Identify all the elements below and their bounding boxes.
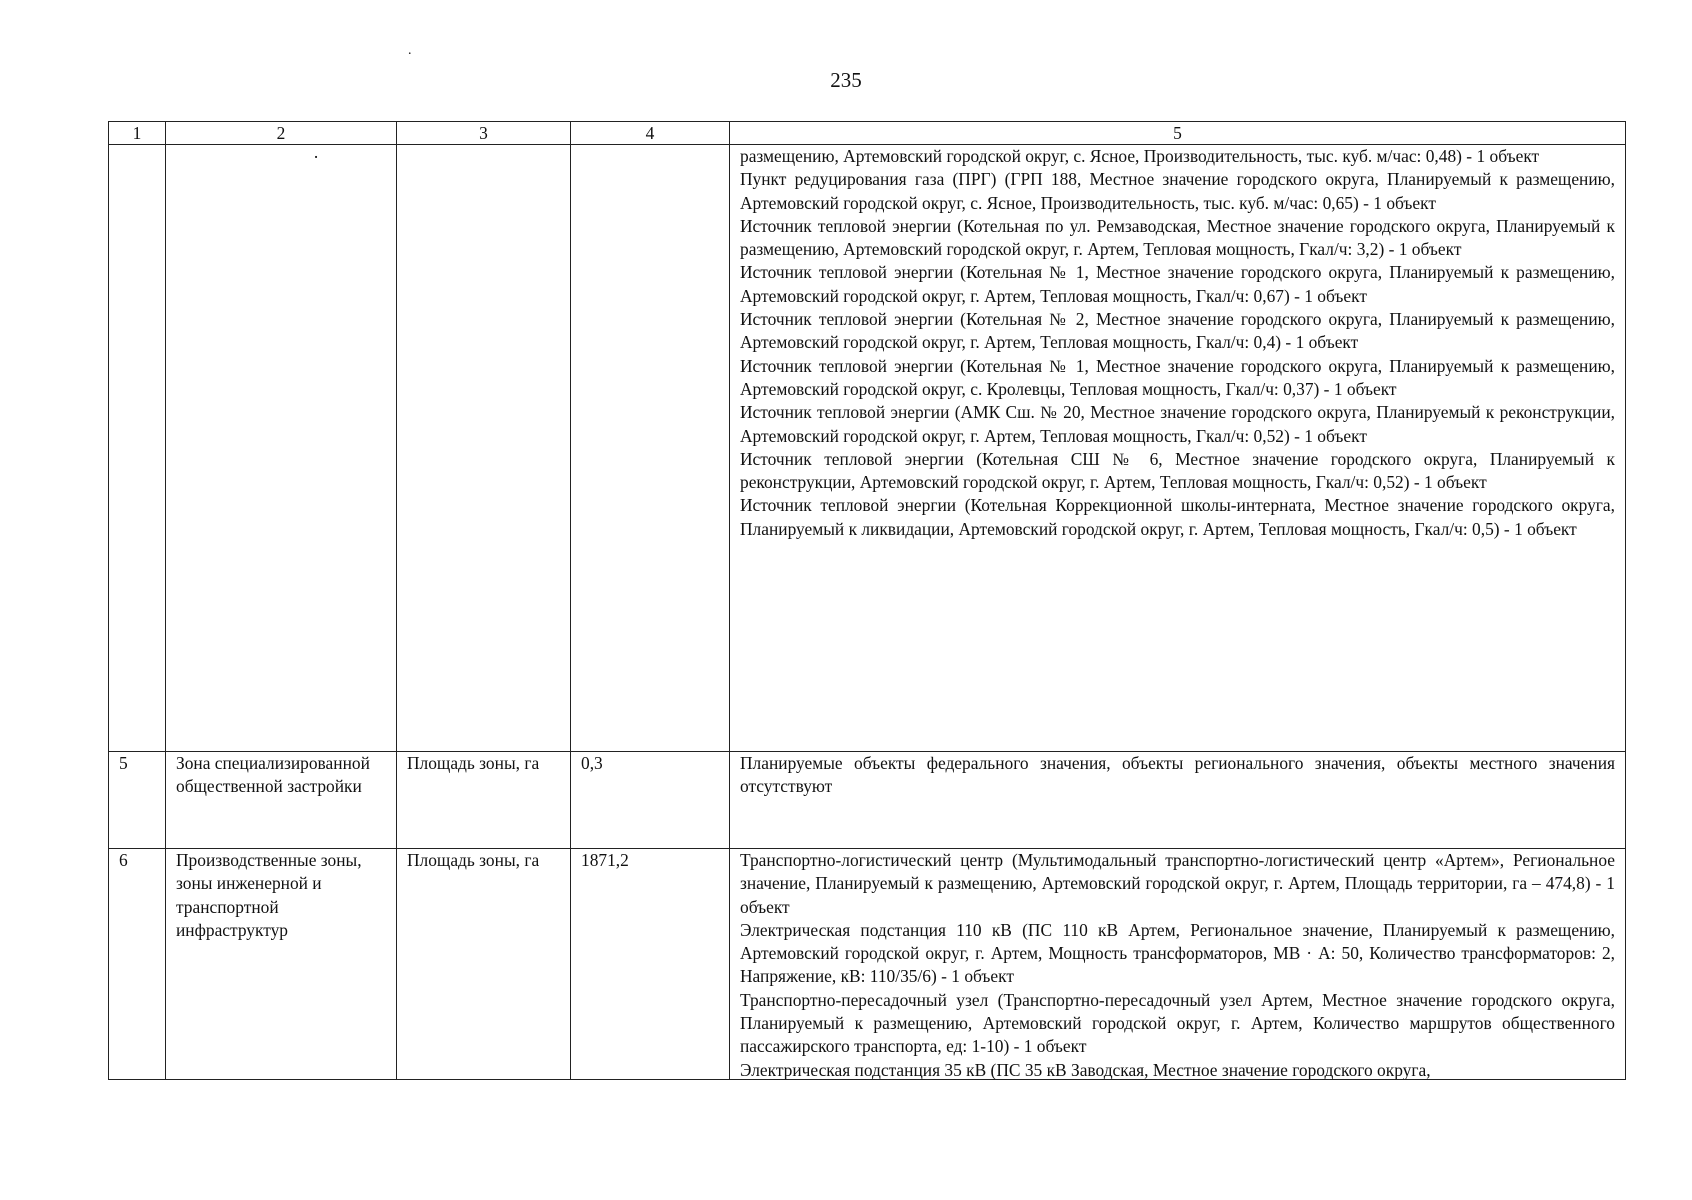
cell-parameter: Площадь зоны, га xyxy=(397,849,571,1080)
object-entry: Источник тепловой энергии (Котельная № 1, Местное значение городского округа, Планируемый к размещению, Артемовский городской округ, с. Кролевцы, Тепловая мощность, Гкал/ч: 0,37) - 1 объект xyxy=(740,355,1615,399)
cell-value xyxy=(571,145,730,752)
cell-objects xyxy=(730,752,1626,849)
cell-number xyxy=(109,145,166,752)
object-entry: Пункт редуцирования газа (ПРГ) (ГРП 188, Местное значение городского округа, Планируемый к размещению, Артемовский городской округ, с. Ясное, Производительность, тыс. куб. м/час: 0,65) - 1 объект xyxy=(740,169,1615,213)
object-entry: Источник тепловой энергии (Котельная № 2, Местное значение городского округа, Планируемый к размещению, Артемовский городской округ, г. Артем, Тепловая мощность, Гкал/ч: 0,4) - 1 объект xyxy=(740,309,1615,353)
object-entry: Электрическая подстанция 35 кВ (ПС 35 кВ Заводская, Местное значение городского округа, xyxy=(740,1059,1431,1079)
column-header: 1 xyxy=(109,122,166,145)
object-entry: Источник тепловой энергии (Котельная № 1, Местное значение городского округа, Планируемый к размещению, Артемовский городской округ, г. Артем, Тепловая мощность, Гкал/ч: 0,67) - 1 объект xyxy=(740,262,1615,306)
object-entry: Источник тепловой энергии (АМК Сш. № 20, Местное значение городского округа, Планируемый к реконструкции, Артемовский городской округ, г. Артем, Тепловая мощность, Гкал/ч: 0,52) - 1 объект xyxy=(740,402,1615,446)
scan-speck: . xyxy=(408,43,412,58)
cell-zone xyxy=(166,142,397,752)
cell-mark: . xyxy=(313,142,319,162)
column-header: 2 xyxy=(166,122,397,145)
table-row-continuation xyxy=(109,145,1626,752)
zones-table xyxy=(108,121,1626,1080)
cell-number: 6 xyxy=(109,849,166,1080)
table-row xyxy=(109,849,1626,1080)
object-entry: Транспортно-логистический центр (Мультимодальный транспортно-логистический центр «Артем», Региональное значение, Планируемый к размещению, Артемовский городской округ, г. Артем, Площадь территории, га – 474,8) - 1 объект xyxy=(740,850,1615,917)
object-entry: Источник тепловой энергии (Котельная по ул. Ремзаводская, Местное значение городского округа, Планируемый к размещению, Артемовский городской округ, г. Артем, Тепловая мощность, Гкал/ч: 3,2) - 1 объект xyxy=(740,215,1615,260)
table-row xyxy=(109,752,1626,849)
cell-objects xyxy=(730,145,1626,752)
cell-value: 1871,2 xyxy=(571,849,730,1080)
object-entry: Транспортно-пересадочный узел (Транспортно-пересадочный узел Артем, Местное значение городского округа, Планируемый к размещению, Артемовский городской округ, г. Артем, Количество маршрутов общественного пассажирского транспорта, ед: 1-10) - 1 объект xyxy=(740,989,1615,1057)
column-header: 4 xyxy=(571,122,730,145)
page-number: 235 xyxy=(830,68,862,92)
table-header-row xyxy=(109,122,1626,145)
column-header: 3 xyxy=(397,122,571,145)
cell-zone: Производственные зоны, зоны инженерной и транспортной инфраструктур xyxy=(166,849,397,1080)
cell-parameter xyxy=(397,145,571,752)
cell-parameter: Площадь зоны, га xyxy=(397,752,571,849)
cell-objects xyxy=(730,849,1626,1080)
object-entry: Источник тепловой энергии (Котельная Коррекционной школы-интерната, Местное значение городского округа, Планируемый к ликвидации, Артемовский городской округ, г. Артем, Тепловая мощность, Гкал/ч: 0,5) - 1 объект xyxy=(740,495,1615,539)
object-entry: Планируемые объекты федерального значения, объекты регионального значения, объекты местного значения отсутствуют xyxy=(740,753,1615,797)
cell-objects-clip xyxy=(740,849,1615,1079)
cell-zone: Зона специализированной общественной застройки xyxy=(166,752,397,849)
cell-value: 0,3 xyxy=(571,752,730,849)
object-entry: Электрическая подстанция 110 кВ (ПС 110 кВ Артем, Региональное значение, Планируемый к размещению, Артемовский городской округ, г. Артем, Мощность трансформаторов, МВ · А: 50, Количество трансформаторов: 2, Напряжение, кВ: 110/35/6) - 1 объект xyxy=(740,919,1615,987)
cell-number: 5 xyxy=(109,752,166,849)
object-entry: Источник тепловой энергии (Котельная СШ № 6, Местное значение городского округа, Планируемый к реконструкции, Артемовский городской округ, г. Артем, Тепловая мощность, Гкал/ч: 0,52) - 1 объект xyxy=(740,448,1615,493)
object-entry: размещению, Артемовский городской округ, с. Ясное, Производительность, тыс. куб. м/час: 0,48) - 1 объект xyxy=(740,146,1540,166)
column-header: 5 xyxy=(730,122,1626,145)
